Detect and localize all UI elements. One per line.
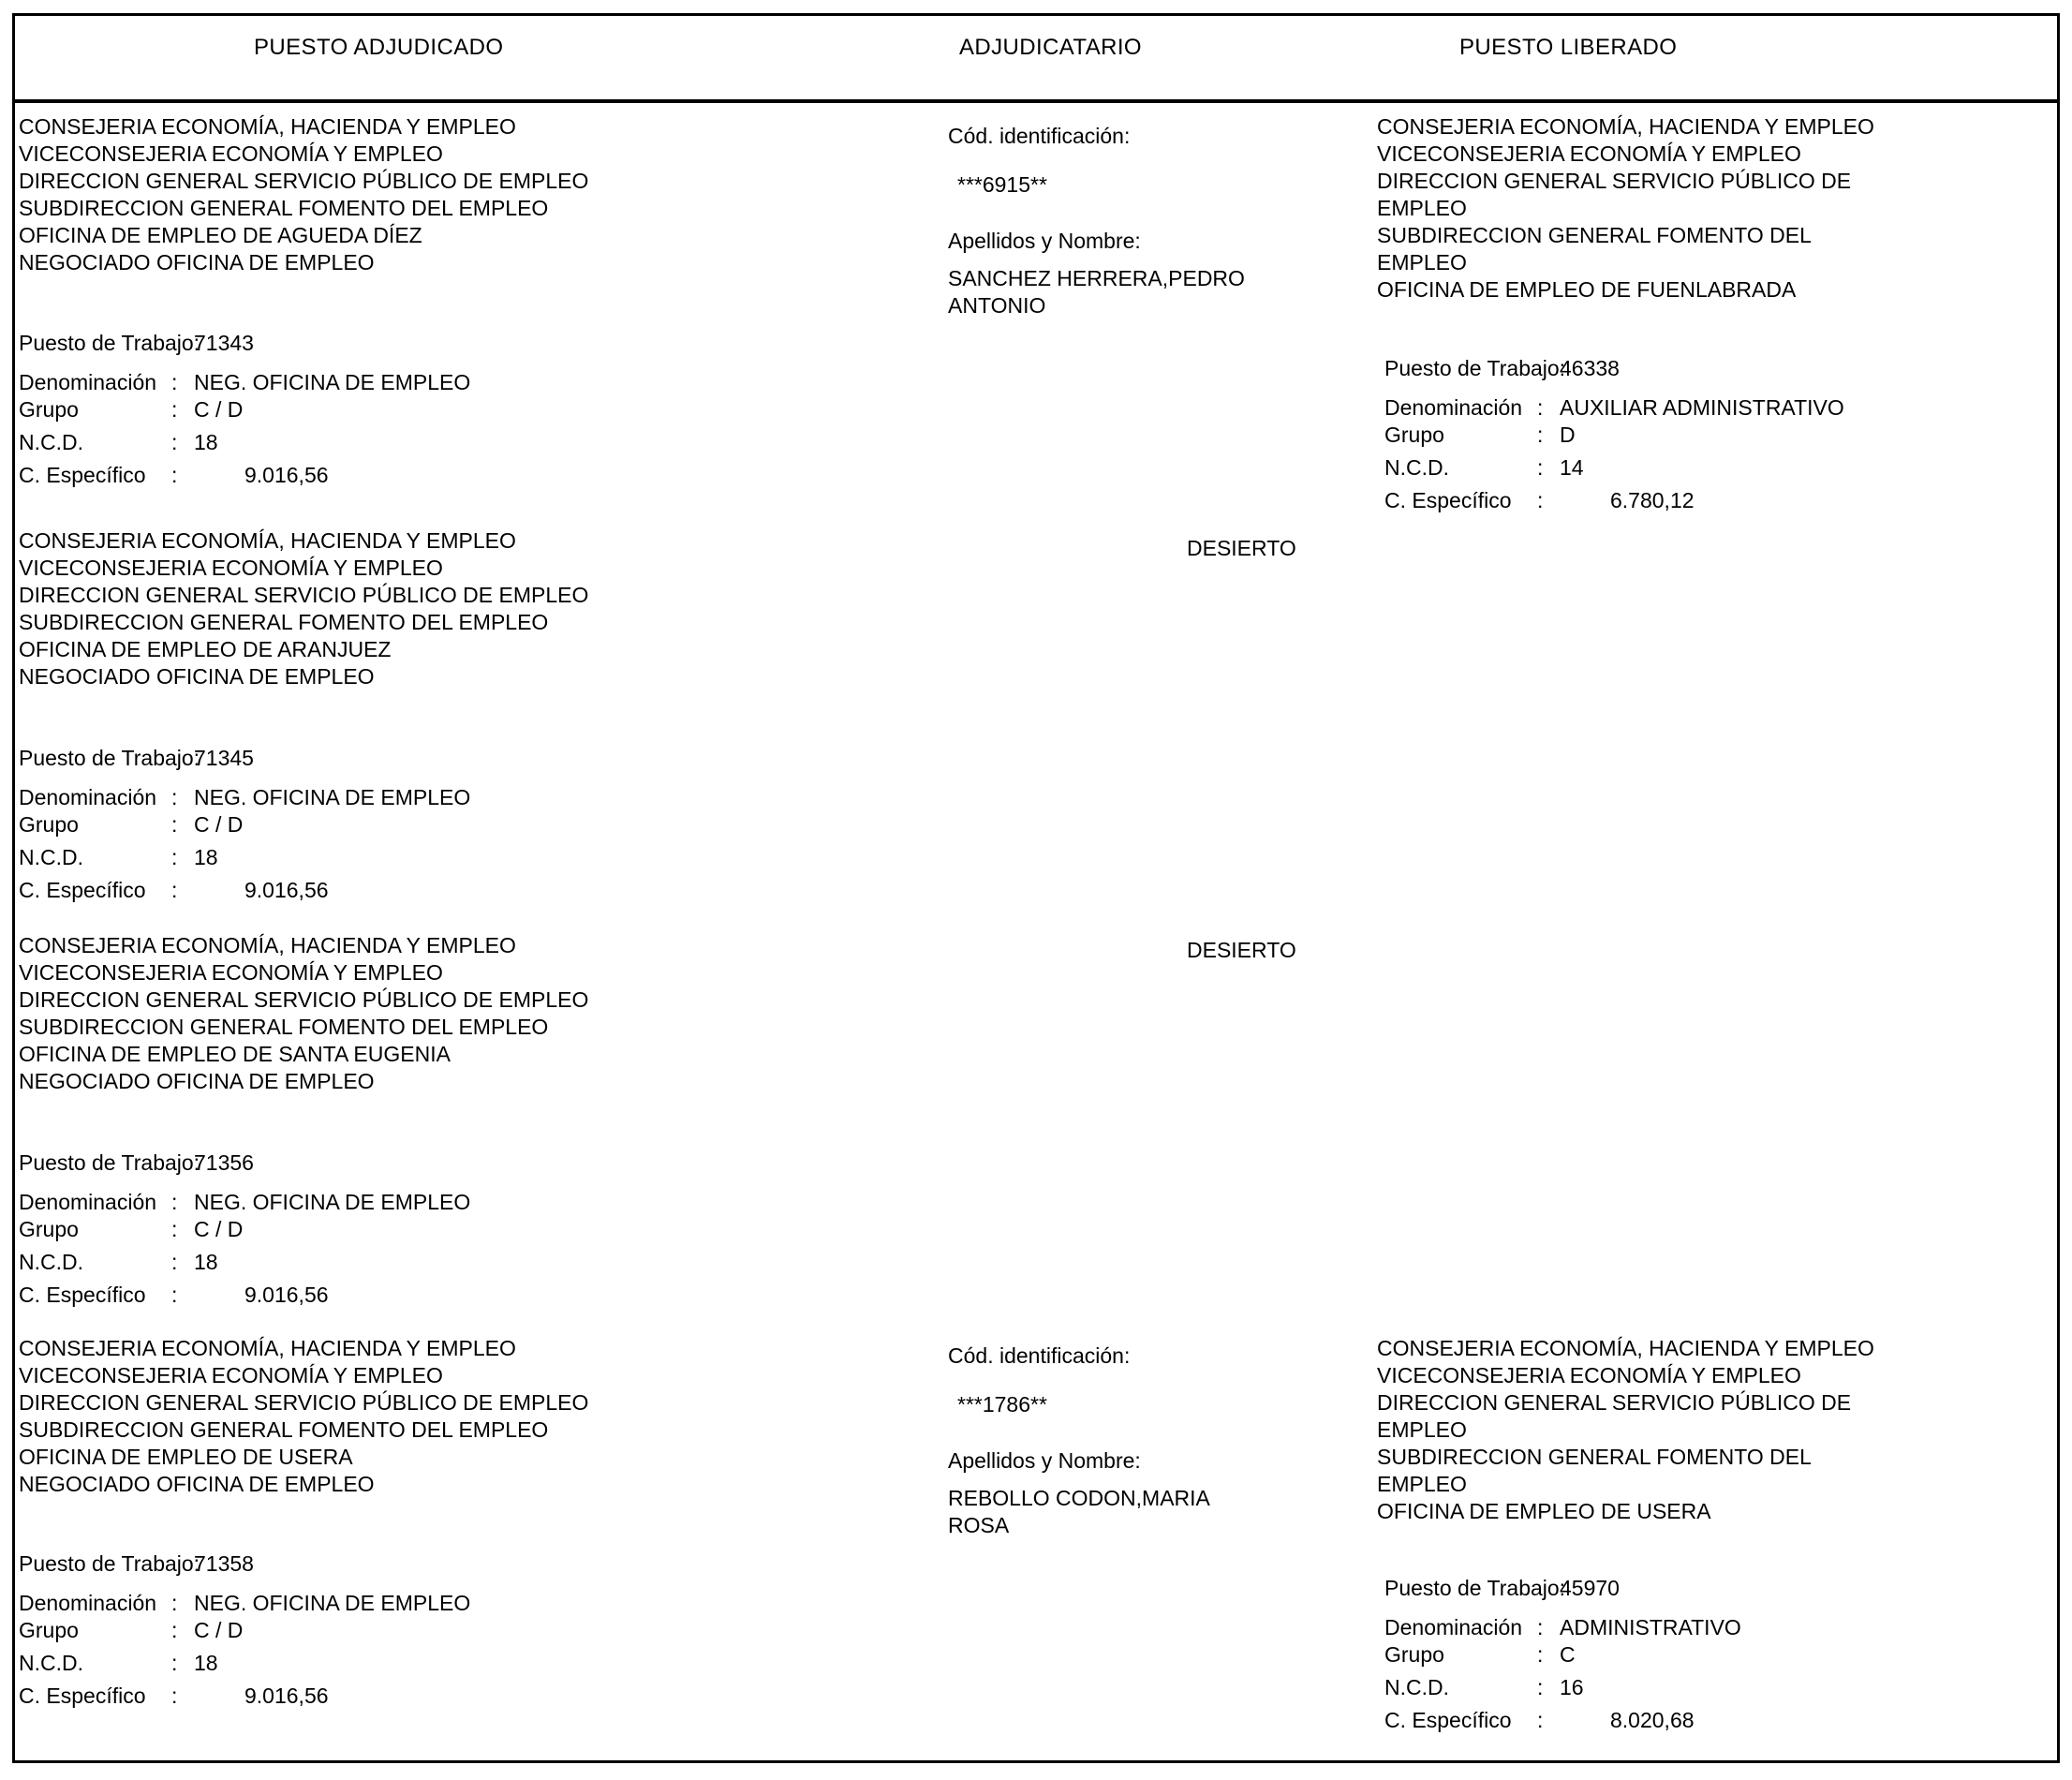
cod-identificacion-value: ***1786**: [957, 1392, 1047, 1417]
record-1-liberado-details: [1384, 355, 2072, 514]
org-line: SUBDIRECCION GENERAL FOMENTO DEL: [1377, 1445, 1812, 1469]
detail-value: 18: [194, 1250, 218, 1274]
desierto-label: DESIERTO: [1187, 536, 1296, 560]
detail-row-denominacion: [19, 369, 712, 396]
record-1-adjudicado-org: [19, 113, 588, 276]
apellidos-nombre-label: Apellidos y Nombre:: [948, 1448, 1141, 1473]
detail-row-denominacion: [1384, 394, 2072, 422]
record-4-liberado-details: [1384, 1575, 2072, 1734]
colon: :: [171, 1217, 178, 1241]
detail-row-especifico: [1384, 1707, 2072, 1734]
detail-value: 9.016,56: [244, 463, 329, 487]
detail-label: C. Específico: [19, 1283, 146, 1307]
detail-label: C. Específico: [1384, 488, 1512, 512]
org-line: CONSEJERIA ECONOMÍA, HACIENDA Y EMPLEO: [19, 1336, 516, 1360]
detail-value: D: [1560, 423, 1576, 447]
detail-row-denominacion: [1384, 1614, 2072, 1641]
colon: :: [1537, 488, 1544, 512]
record-1-liberado-org: [1377, 113, 1874, 304]
detail-value: 9.016,56: [244, 1283, 329, 1307]
column-header-puesto-adjudicado: PUESTO ADJUDICADO: [254, 35, 504, 60]
org-line: CONSEJERIA ECONOMÍA, HACIENDA Y EMPLEO: [1377, 114, 1874, 139]
colon: :: [1537, 395, 1544, 420]
record-1-adjudicado-details: [19, 330, 712, 489]
org-line: VICECONSEJERIA ECONOMÍA Y EMPLEO: [19, 1363, 443, 1387]
colon: :: [171, 1283, 178, 1307]
detail-value: 46338: [1560, 356, 1620, 380]
detail-label: C. Específico: [1384, 1708, 1512, 1732]
detail-label: N.C.D.: [1384, 1675, 1449, 1699]
org-line: SUBDIRECCION GENERAL FOMENTO DEL: [1377, 223, 1812, 247]
detail-label: N.C.D.: [19, 1651, 83, 1675]
cod-identificacion-label: Cód. identificación:: [948, 124, 1131, 148]
detail-value: C: [1560, 1642, 1576, 1667]
org-line: SUBDIRECCION GENERAL FOMENTO DEL EMPLEO: [19, 196, 549, 220]
header-separator-line: [13, 99, 2059, 103]
org-line: OFICINA DE EMPLEO DE AGUEDA DÍEZ: [19, 223, 422, 247]
org-line: DIRECCION GENERAL SERVICIO PÚBLICO DE: [1377, 169, 1852, 193]
detail-row-especifico: [19, 877, 712, 904]
detail-label: Puesto de Trabajo:: [19, 1551, 200, 1576]
detail-label: Denominación: [19, 370, 157, 394]
detail-label: Denominación: [1384, 1615, 1523, 1639]
detail-label: N.C.D.: [19, 845, 83, 869]
detail-row-especifico: [19, 462, 712, 489]
detail-row-ncd: [19, 844, 712, 871]
detail-label: Denominación: [19, 1591, 157, 1615]
detail-value: AUXILIAR ADMINISTRATIVO: [1560, 395, 1844, 420]
detail-value: ADMINISTRATIVO: [1560, 1615, 1741, 1639]
detail-row-grupo: [19, 1216, 712, 1243]
detail-label: C. Específico: [19, 463, 146, 487]
detail-value: 14: [1560, 455, 1584, 480]
colon: :: [1537, 423, 1544, 447]
org-line: VICECONSEJERIA ECONOMÍA Y EMPLEO: [1377, 1363, 1801, 1387]
colon: :: [171, 812, 178, 837]
colon: :: [1537, 1642, 1544, 1667]
org-line: DIRECCION GENERAL SERVICIO PÚBLICO DE EMPLEO: [19, 987, 589, 1012]
detail-label: Grupo: [1384, 1642, 1444, 1667]
detail-row-puesto: [19, 330, 712, 357]
detail-value: 9.016,56: [244, 878, 329, 902]
detail-label: Puesto de Trabajo:: [1384, 356, 1566, 380]
column-header-adjudicatario: ADJUDICATARIO: [959, 35, 1142, 60]
detail-label: Puesto de Trabajo:: [1384, 1576, 1566, 1600]
record-4-adjudicatario: [948, 1342, 1341, 1539]
org-line: SUBDIRECCION GENERAL FOMENTO DEL EMPLEO: [19, 610, 549, 634]
org-line: SUBDIRECCION GENERAL FOMENTO DEL EMPLEO: [19, 1417, 549, 1442]
detail-row-ncd: [19, 1650, 712, 1677]
detail-label: Denominación: [1384, 395, 1523, 420]
colon: :: [1537, 1615, 1544, 1639]
cod-identificacion-label: Cód. identificación:: [948, 1343, 1131, 1368]
detail-row-ncd: [1384, 1674, 2072, 1701]
org-line: VICECONSEJERIA ECONOMÍA Y EMPLEO: [19, 141, 443, 166]
org-line: DIRECCION GENERAL SERVICIO PÚBLICO DE EMPLEO: [19, 1390, 589, 1415]
org-line: DIRECCION GENERAL SERVICIO PÚBLICO DE EMPLEO: [19, 583, 589, 607]
org-line: VICECONSEJERIA ECONOMÍA Y EMPLEO: [19, 556, 443, 580]
detail-value: C / D: [194, 1217, 244, 1241]
detail-row-puesto: [1384, 1575, 2072, 1602]
record-4-adjudicado-details: [19, 1550, 712, 1710]
colon: :: [171, 878, 178, 902]
detail-value: 8.020,68: [1610, 1708, 1695, 1732]
detail-value: 9.016,56: [244, 1684, 329, 1708]
org-line: CONSEJERIA ECONOMÍA, HACIENDA Y EMPLEO: [1377, 1336, 1874, 1360]
detail-row-ncd: [1384, 454, 2072, 482]
detail-label: C. Específico: [19, 1684, 146, 1708]
colon: :: [171, 397, 178, 422]
record-2-adjudicado-details: [19, 745, 712, 904]
org-line: DIRECCION GENERAL SERVICIO PÚBLICO DE: [1377, 1390, 1852, 1415]
detail-value: 16: [1560, 1675, 1584, 1699]
detail-row-grupo: [1384, 422, 2072, 449]
detail-value: NEG. OFICINA DE EMPLEO: [194, 785, 471, 809]
desierto-label: DESIERTO: [1187, 938, 1296, 962]
org-line: VICECONSEJERIA ECONOMÍA Y EMPLEO: [1377, 141, 1801, 166]
detail-value: 71345: [194, 746, 254, 770]
org-line: EMPLEO: [1377, 196, 1467, 220]
detail-value: NEG. OFICINA DE EMPLEO: [194, 370, 471, 394]
detail-label: Grupo: [1384, 423, 1444, 447]
detail-label: Puesto de Trabajo:: [19, 746, 200, 770]
detail-value: NEG. OFICINA DE EMPLEO: [194, 1591, 471, 1615]
record-1-adjudicatario: [948, 123, 1341, 319]
detail-label: Puesto de Trabajo:: [19, 1150, 200, 1175]
colon: :: [171, 430, 178, 454]
colon: :: [1537, 1708, 1544, 1732]
detail-value: C / D: [194, 1618, 244, 1642]
detail-row-puesto: [19, 1150, 712, 1177]
detail-value: 71358: [194, 1551, 254, 1576]
org-line: NEGOCIADO OFICINA DE EMPLEO: [19, 664, 375, 689]
colon: :: [171, 1250, 178, 1274]
detail-label: Grupo: [19, 397, 79, 422]
colon: :: [171, 1190, 178, 1214]
detail-row-grupo: [19, 396, 712, 423]
org-line: NEGOCIADO OFICINA DE EMPLEO: [19, 250, 375, 274]
colon: :: [1537, 455, 1544, 480]
org-line: CONSEJERIA ECONOMÍA, HACIENDA Y EMPLEO: [19, 114, 516, 139]
org-line: CONSEJERIA ECONOMÍA, HACIENDA Y EMPLEO: [19, 528, 516, 553]
colon: :: [171, 1591, 178, 1615]
detail-value: NEG. OFICINA DE EMPLEO: [194, 1190, 471, 1214]
detail-row-grupo: [19, 811, 712, 838]
detail-row-ncd: [19, 429, 712, 456]
detail-label: N.C.D.: [19, 1250, 83, 1274]
org-line: OFICINA DE EMPLEO DE SANTA EUGENIA: [19, 1042, 451, 1066]
colon: :: [1537, 1675, 1544, 1699]
apellidos-nombre-label: Apellidos y Nombre:: [948, 229, 1141, 253]
apellidos-nombre-value: SANCHEZ HERRERA,PEDRO ANTONIO: [948, 266, 1245, 318]
detail-row-denominacion: [19, 1590, 712, 1617]
detail-row-ncd: [19, 1249, 712, 1276]
org-line: EMPLEO: [1377, 1417, 1467, 1442]
detail-row-grupo: [1384, 1641, 2072, 1669]
detail-value: 18: [194, 430, 218, 454]
column-header-puesto-liberado: PUESTO LIBERADO: [1459, 35, 1678, 60]
colon: :: [171, 845, 178, 869]
detail-value: 71356: [194, 1150, 254, 1175]
detail-row-puesto: [19, 745, 712, 772]
detail-row-denominacion: [19, 784, 712, 811]
org-line: CONSEJERIA ECONOMÍA, HACIENDA Y EMPLEO: [19, 933, 516, 957]
org-line: EMPLEO: [1377, 1472, 1467, 1496]
colon: :: [171, 1651, 178, 1675]
record-3-adjudicado-org: [19, 932, 588, 1095]
detail-value: 6.780,12: [1610, 488, 1695, 512]
detail-row-especifico: [19, 1683, 712, 1710]
colon: :: [171, 1684, 178, 1708]
record-4-adjudicado-org: [19, 1335, 588, 1498]
detail-label: Grupo: [19, 1217, 79, 1241]
org-line: OFICINA DE EMPLEO DE ARANJUEZ: [19, 637, 392, 661]
detail-label: Denominación: [19, 1190, 157, 1214]
colon: :: [171, 1618, 178, 1642]
detail-value: 18: [194, 845, 218, 869]
detail-label: Grupo: [19, 1618, 79, 1642]
cod-identificacion-value: ***6915**: [957, 172, 1047, 197]
colon: :: [171, 785, 178, 809]
org-line: NEGOCIADO OFICINA DE EMPLEO: [19, 1472, 375, 1496]
detail-row-grupo: [19, 1617, 712, 1644]
org-line: SUBDIRECCION GENERAL FOMENTO DEL EMPLEO: [19, 1015, 549, 1039]
detail-value: 18: [194, 1651, 218, 1675]
detail-row-puesto: [19, 1550, 712, 1578]
detail-value: C / D: [194, 397, 244, 422]
org-line: NEGOCIADO OFICINA DE EMPLEO: [19, 1069, 375, 1093]
org-line: OFICINA DE EMPLEO DE USERA: [1377, 1499, 1711, 1523]
detail-row-especifico: [19, 1282, 712, 1309]
detail-label: N.C.D.: [19, 430, 83, 454]
detail-value: 71343: [194, 331, 254, 355]
detail-row-puesto: [1384, 355, 2072, 382]
detail-label: Grupo: [19, 812, 79, 837]
detail-row-denominacion: [19, 1189, 712, 1216]
org-line: DIRECCION GENERAL SERVICIO PÚBLICO DE EMPLEO: [19, 169, 589, 193]
record-3-adjudicado-details: [19, 1150, 712, 1309]
detail-row-especifico: [1384, 487, 2072, 514]
detail-label: N.C.D.: [1384, 455, 1449, 480]
detail-label: C. Específico: [19, 878, 146, 902]
org-line: EMPLEO: [1377, 250, 1467, 274]
detail-label: Puesto de Trabajo:: [19, 331, 200, 355]
org-line: OFICINA DE EMPLEO DE USERA: [19, 1445, 353, 1469]
colon: :: [171, 463, 178, 487]
org-line: OFICINA DE EMPLEO DE FUENLABRADA: [1377, 277, 1797, 302]
record-4-liberado-org: [1377, 1335, 1874, 1525]
colon: :: [171, 370, 178, 394]
detail-label: Denominación: [19, 785, 157, 809]
apellidos-nombre-value: REBOLLO CODON,MARIA ROSA: [948, 1486, 1209, 1537]
detail-value: C / D: [194, 812, 244, 837]
detail-value: 45970: [1560, 1576, 1620, 1600]
org-line: VICECONSEJERIA ECONOMÍA Y EMPLEO: [19, 960, 443, 985]
record-2-adjudicado-org: [19, 527, 588, 690]
